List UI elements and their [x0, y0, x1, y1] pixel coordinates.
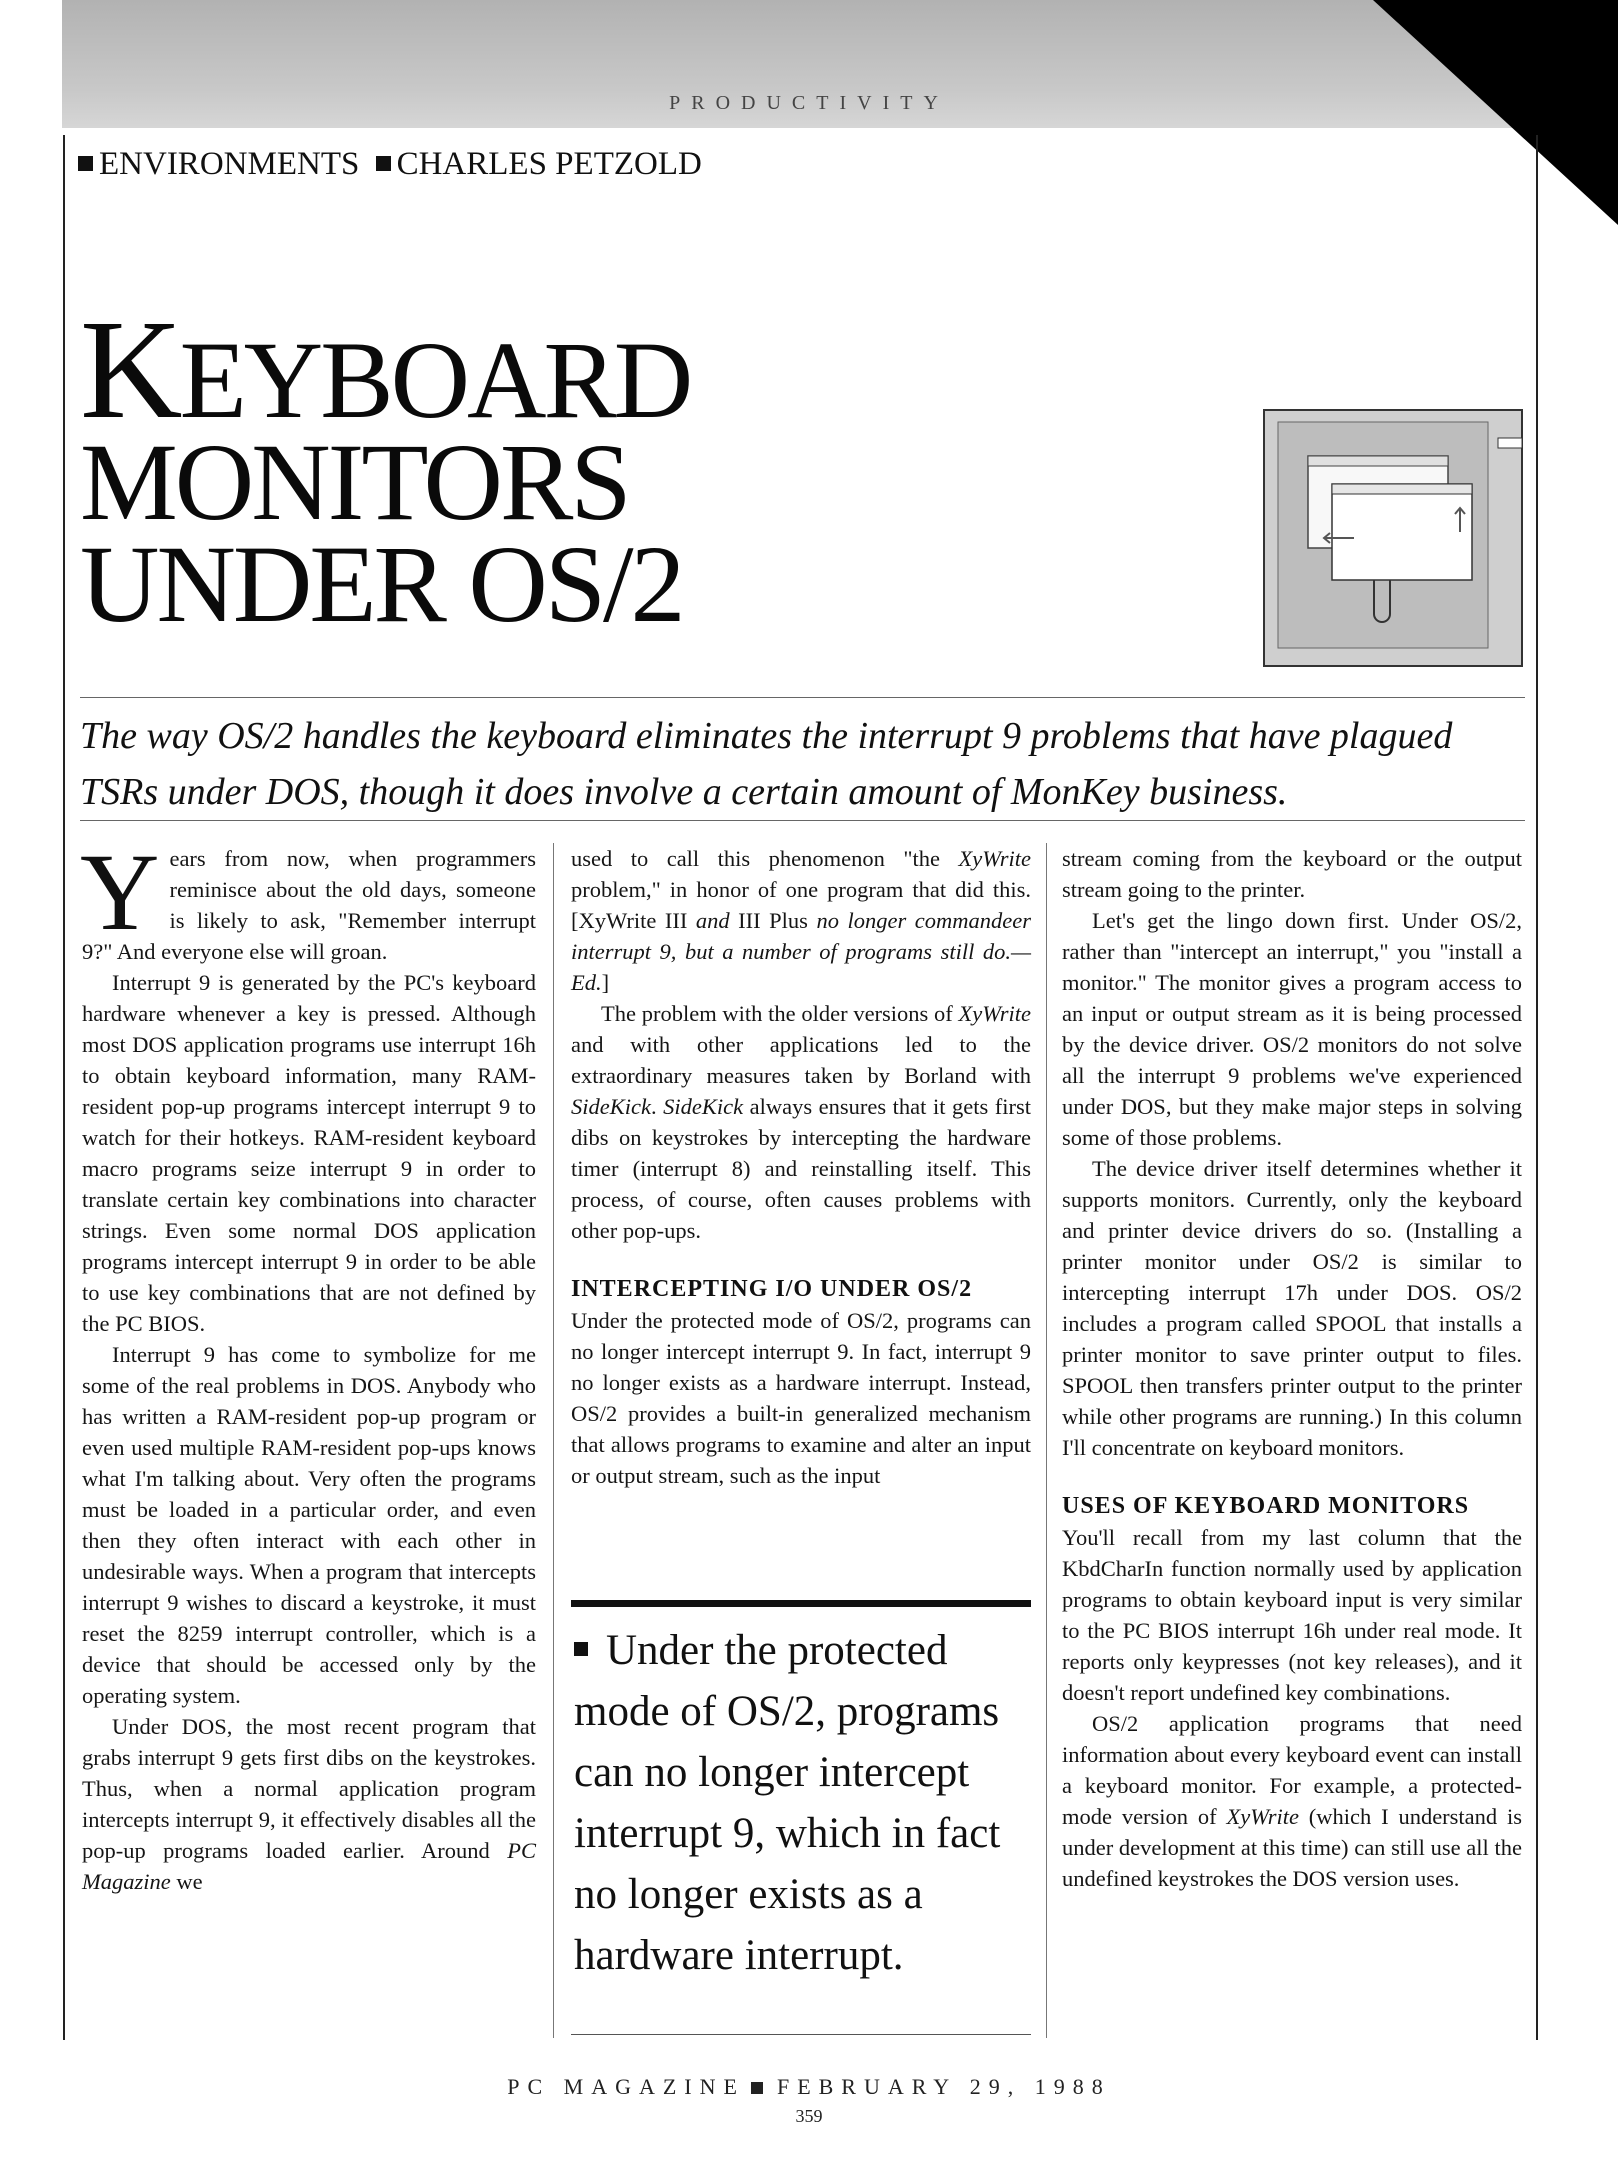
- paragraph: stream coming from the keyboard or the output stream going to the printer.: [1062, 846, 1522, 902]
- paragraph: [82, 1711, 536, 1897]
- paragraph-text: Under DOS, the most recent program that grabs interrupt 9 gets first dibs on the keystrokes. Thus, when a normal application program intercepts interrupt 9, it effectively disables all the pop-up programs loaded earlier. Around: [82, 1714, 536, 1863]
- title-initial: K: [80, 290, 180, 448]
- paragraph-text: always ensures that it gets first dibs on keystrokes by intercepting the hardware timer (interrupt 8) and reinstalling itself. This process, of course, often causes problems with other pop-ups.: [571, 1094, 1031, 1243]
- department-name: ENVIRONMENTS: [99, 146, 360, 182]
- paragraph: The device driver itself determines whether it supports monitors. Currently, only the keyboard and printer device drivers do so. (Installing a printer monitor under OS/2 is similar to intercepting interrupt 17h under DOS. OS/2 includes a program called SPOOL that installs a printer monitor to save printer output to files. SPOOL then transfers printer output to the printer while other programs are running.) In this column I'll concentrate on keyboard monitors.: [1062, 1156, 1522, 1460]
- subhead: INTERCEPTING I/O UNDER OS/2: [571, 1276, 973, 1302]
- magazine-name: PC MAGAZINE: [507, 2074, 745, 2099]
- paragraph-text: ]: [601, 970, 610, 995]
- italic-text: XyWrite: [958, 1001, 1031, 1026]
- title-line-2: MONITORS: [80, 421, 629, 543]
- bullet-square-icon: [574, 1642, 588, 1656]
- paragraph-text: III Plus: [729, 908, 817, 933]
- paragraph-text: used to call this phenomenon "the: [571, 846, 959, 871]
- paragraph: [1062, 1708, 1522, 1894]
- drop-cap: Y: [80, 831, 160, 953]
- back-window-titlebar: [1308, 456, 1448, 466]
- front-window-titlebar: [1332, 484, 1472, 494]
- right-column-rule: [1536, 135, 1538, 2040]
- front-window: [1332, 484, 1472, 580]
- deck-rule-top: [80, 697, 1525, 698]
- paragraph-text: and with other applications led to the extraordinary measures taken by Borland with: [571, 1032, 1031, 1088]
- left-column-rule: [63, 135, 65, 2040]
- bullet-square-icon: [78, 156, 93, 171]
- column-divider: [553, 843, 554, 2038]
- title-line-3: UNDER OS/2: [80, 523, 683, 645]
- paragraph: Under the protected mode of OS/2, programs can no longer intercept interrupt 9. In fact, interrupt 9 no longer exists as a hardware interrupt. Instead, OS/2 provides a built-in generalized mechanism that allows programs to examine and alter an input or output stream, such as the input: [571, 1308, 1031, 1488]
- paragraph-text: we: [170, 1869, 203, 1894]
- pull-quote: [574, 1620, 1034, 1986]
- italic-text: SideKick: [663, 1094, 744, 1119]
- paragraph-text: (which I understand is under development at this time) can still use all the undefined keystrokes the DOS version uses.: [1062, 1804, 1523, 1891]
- issue-date: FEBRUARY 29, 1988: [776, 2074, 1111, 2099]
- author-name: CHARLES PETZOLD: [396, 146, 702, 182]
- column-divider: [1046, 843, 1047, 2038]
- paragraph: Interrupt 9 is generated by the PC's keyboard hardware whenever a key is pressed. Although most DOS application programs use interrupt 16h to obtain keyboard information, many RAM-resident pop-up programs intercept interrupt 9 to watch for their hotkeys. RAM-resident keyboard macro programs seize interrupt 9 in order to translate certain key combinations into character strings. Even some normal DOS application programs intercept interrupt 9 in order to be able to use key combinations that are not defined by the PC BIOS.: [82, 970, 536, 1336]
- editor-note: no longer commandeer interrupt 9, but a number of programs still do.—Ed.: [571, 908, 1031, 995]
- bullet-square-icon: [376, 156, 391, 171]
- paragraph-text: The problem with the older versions of: [601, 1001, 959, 1026]
- article-title: [80, 290, 691, 645]
- bullet-square-icon: [751, 2082, 763, 2094]
- page-footer: [0, 2074, 1618, 2100]
- paragraph-text: problem," in honor of one program that did this. [XyWrite III: [571, 877, 1031, 933]
- illustration-notch: [1498, 438, 1522, 448]
- body-column-1: [80, 831, 536, 2043]
- paragraph: [571, 998, 1031, 1246]
- paragraph: Interrupt 9 has come to symbolize for me some of the real problems in DOS. Anybody who has written a RAM-resident pop-up program or even used multiple RAM-resident pop-ups knows what I'm talking about. Very often the programs must be loaded in a particular order, and even then they often interact with each other in undesirable ways. When a program that intercepts interrupt 9 wishes to discard a keystroke, it must reset the 8259 interrupt controller, which is a device that should be accessed only by the operating system.: [82, 1342, 536, 1708]
- subhead: USES OF KEYBOARD MONITORS: [1062, 1493, 1470, 1519]
- page-number: 359: [795, 2106, 823, 2126]
- pull-quote-text: Under the protected mode of OS/2, programs can no longer intercept interrupt 9, which in fact no longer exists as a hardware interrupt.: [574, 1627, 1001, 1979]
- title-line-1: EYBOARD: [179, 319, 691, 441]
- paragraph: Let's get the lingo down first. Under OS/2, rather than "intercept an interrupt," you "install a monitor." The monitor gives a program access to an input or output stream as it is being processed by the device driver. OS/2 monitors do not solve all the interrupt 9 problems we've experienced under DOS, but they make major steps in solving some of those problems.: [1062, 908, 1522, 1150]
- italic-text: and: [695, 908, 730, 933]
- keyboard-monitor-illustration: [1262, 408, 1524, 668]
- pullquote-rule-top: [571, 1600, 1031, 1607]
- italic-text: PC Magazine: [82, 1838, 536, 1894]
- deck-rule-bottom: [80, 820, 1525, 821]
- paragraph: [80, 831, 536, 967]
- pullquote-rule-bottom: [571, 2034, 1031, 2035]
- italic-text: XyWrite: [1226, 1804, 1299, 1829]
- paragraph-text: .: [650, 1094, 664, 1119]
- italic-text: SideKick: [571, 1094, 651, 1119]
- article-deck: The way OS/2 handles the keyboard eliminates the interrupt 9 problems that have plagued TSRs under DOS, though it does involve a certain amount of MonKey business.: [80, 715, 1453, 813]
- paragraph-text: OS/2 application programs that need information about every keyboard event can install a keyboard monitor. For example, a protected-mode version of: [1062, 1711, 1522, 1829]
- italic-text: XyWrite: [958, 846, 1031, 871]
- paragraph: You'll recall from my last column that the KbdCharIn function normally used by application programs to obtain keyboard input is very similar to the PC BIOS interrupt 16h under real mode. It reports only keypresses (not key releases), and it doesn't report undefined key combinations.: [1062, 1525, 1522, 1705]
- section-label: PRODUCTIVITY: [669, 92, 949, 114]
- paragraph: [571, 843, 1031, 998]
- body-column-3: [1062, 843, 1522, 2043]
- paragraph-text: ears from now, when programmers reminisce about the old days, someone is likely to ask, "Remember interrupt 9?" And everyone else will groan.: [82, 846, 536, 964]
- department-line: [78, 146, 702, 183]
